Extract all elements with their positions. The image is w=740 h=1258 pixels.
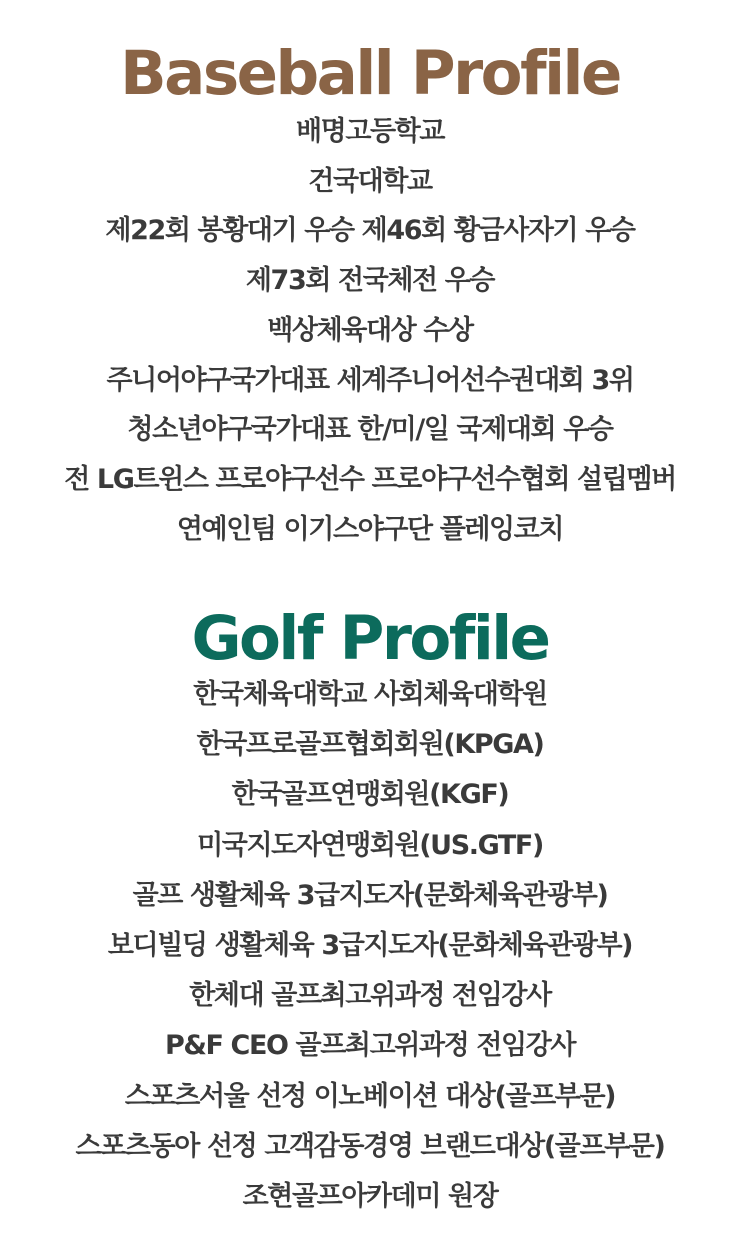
golf-profile-item: 미국지도자연맹회원(US.GTF): [197, 829, 543, 861]
golf-profile-item: 한체대 골프최고위과정 전임강사: [189, 980, 551, 1012]
golf-profile-list: [0, 670, 740, 1222]
golf-profile-item: 골프 생활체육 3급지도자(문화체육관광부): [132, 879, 608, 911]
golf-profile-item: 한국체육대학교 사회체육대학원: [193, 679, 547, 710]
baseball-profile-title: Baseball Profile: [120, 38, 620, 109]
baseball-profile-item: 주니어야구국가대표 세계주니어선수권대회 3위: [106, 364, 634, 396]
golf-profile-item: 한국프로골프협회회원(KPGA): [196, 729, 544, 761]
baseball-profile-item: 제22회 봉황대기 우승 제46회 황금사자기 우승: [105, 215, 635, 247]
golf-profile-item: 한국골프연맹회원(KGF): [231, 779, 509, 811]
golf-profile-item: 보디빌딩 생활체육 3급지도자(문화체육관광부): [107, 930, 633, 962]
golf-profile-section: [0, 603, 740, 1222]
baseball-profile-item: 연예인팀 이기스야구단 플레잉코치: [176, 513, 564, 545]
baseball-profile-item: 전 LG트윈스 프로야구선수 프로야구선수협회 설립멤버: [64, 463, 676, 495]
golf-profile-title: Golf Profile: [191, 603, 549, 674]
baseball-profile-section: [0, 38, 740, 554]
golf-profile-item: 스포츠동아 선정 고객감동경영 브랜드대상(골프부문): [75, 1130, 665, 1162]
baseball-profile-item: 건국대학교: [308, 165, 432, 197]
baseball-profile-item: 배명고등학교: [295, 116, 445, 147]
baseball-profile-item: 청소년야구국가대표 한/미/일 국제대회 우승: [127, 414, 613, 446]
golf-profile-item: 스포츠서울 선정 이노베이션 대상(골프부문): [124, 1080, 616, 1112]
golf-profile-item: 조현골프아카데미 원장: [242, 1181, 498, 1213]
baseball-profile-item: 백상체육대상 수상: [267, 314, 473, 346]
baseball-profile-item: 제73회 전국체전 우승: [245, 265, 495, 297]
baseball-profile-list: [0, 107, 740, 554]
golf-profile-item: P&F CEO 골프최고위과정 전임강사: [164, 1030, 576, 1062]
